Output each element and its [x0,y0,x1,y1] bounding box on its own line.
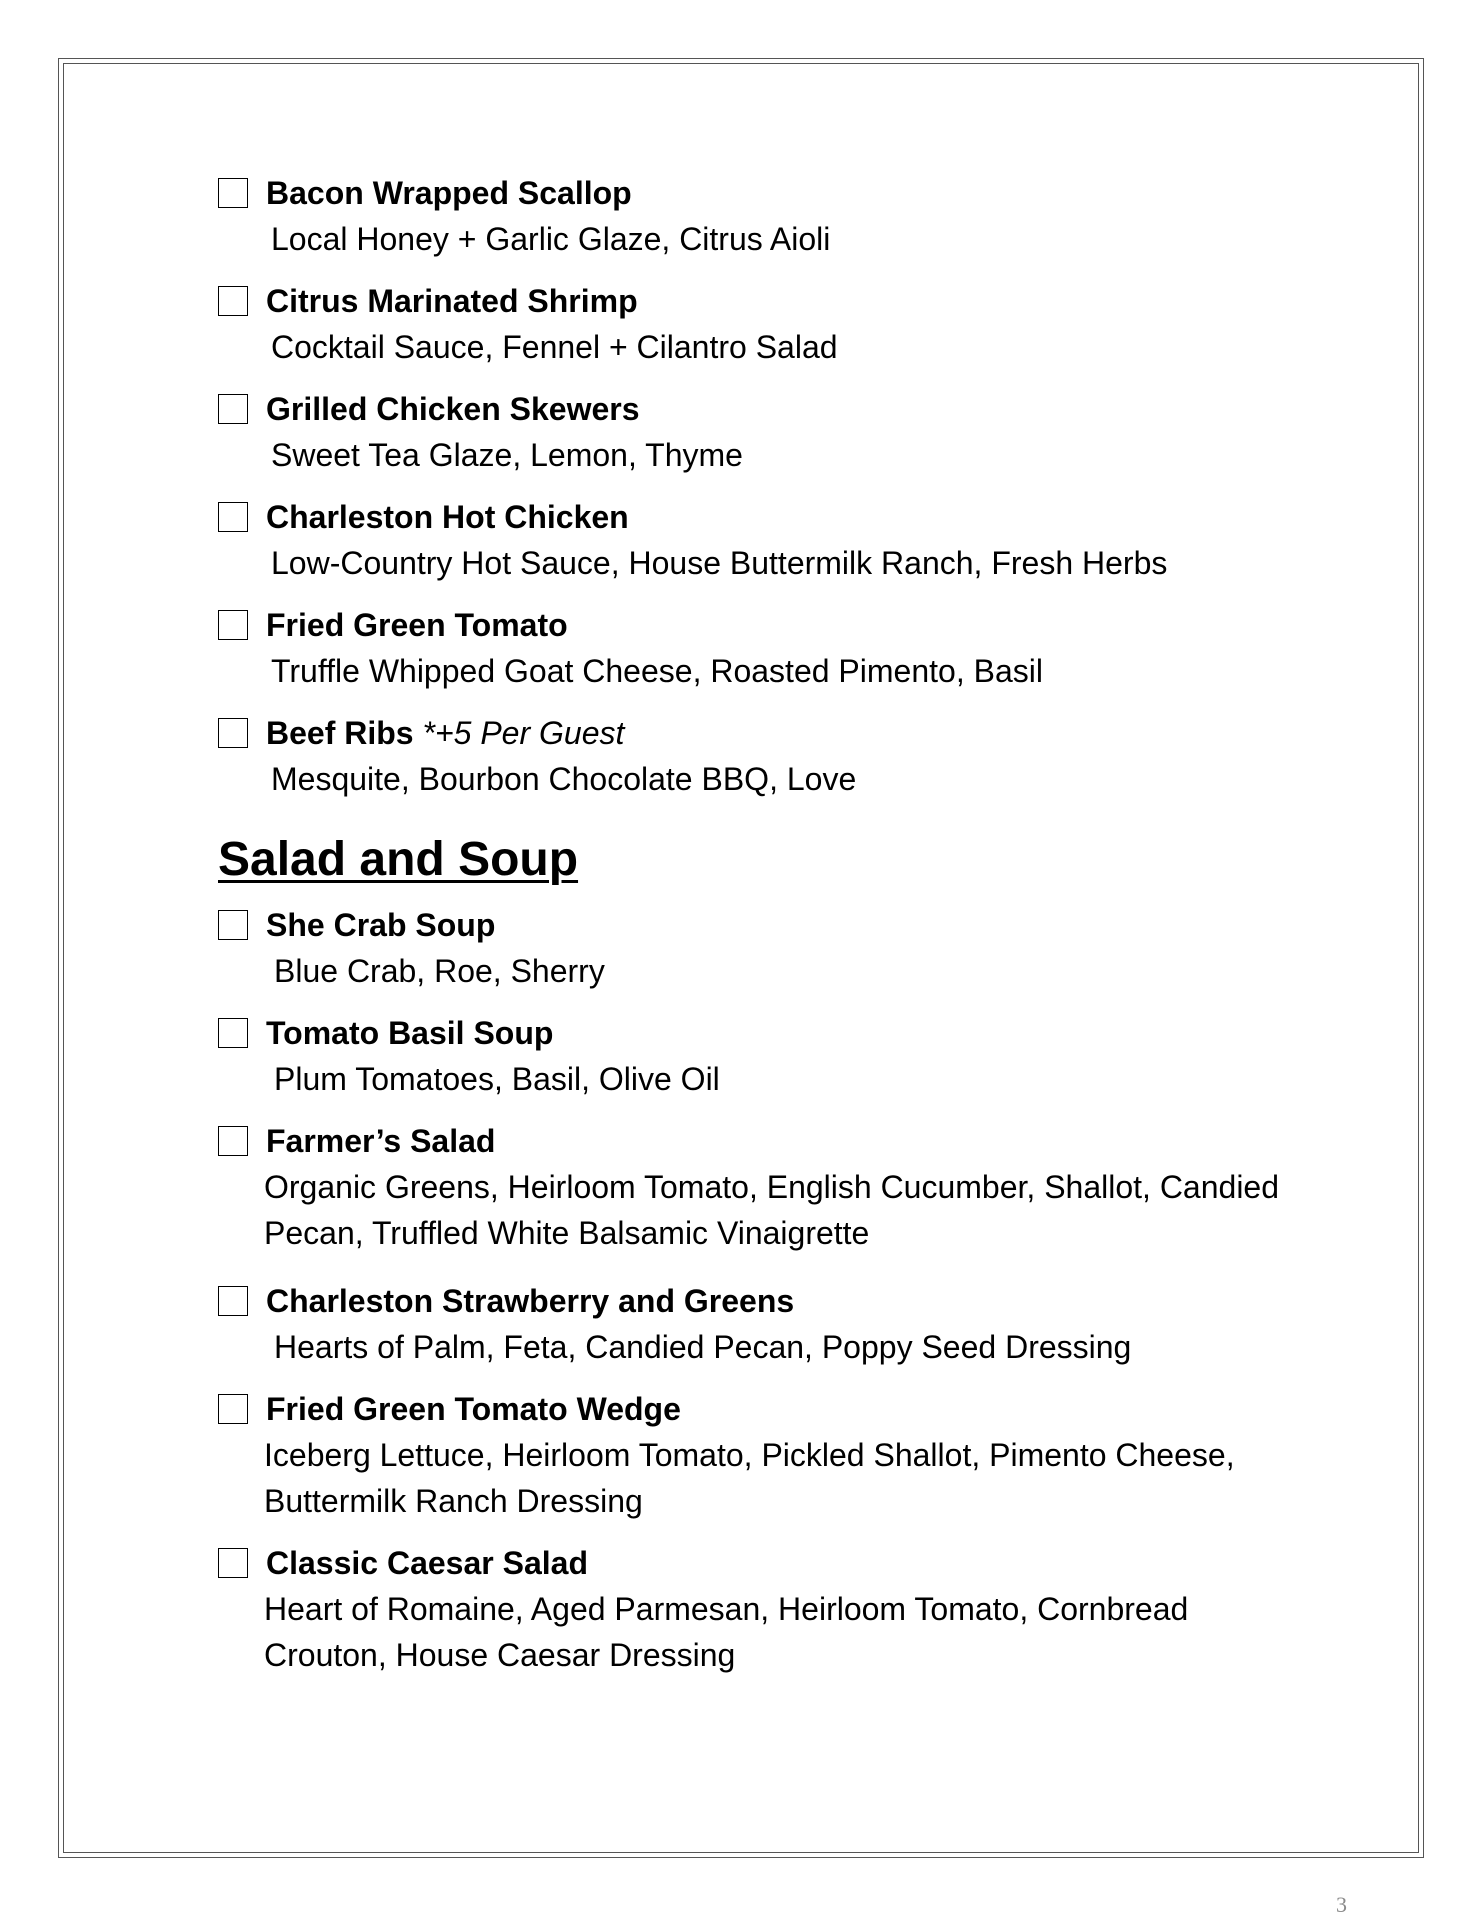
item-description: Sweet Tea Glaze, Lemon, Thyme [271,437,743,473]
item-title: Fried Green Tomato Wedge [266,1391,681,1427]
menu-item [218,278,1368,370]
checkbox[interactable] [218,502,248,532]
menu-item [218,902,1368,994]
item-title: Tomato Basil Soup [266,1015,554,1051]
menu-item [218,1386,1368,1524]
item-title: Beef Ribs [266,715,414,751]
item-description: Low-Country Hot Sauce, House Buttermilk Ranch, Fresh Herbs [271,545,1168,581]
item-title: Charleston Hot Chicken [266,499,629,535]
checkbox[interactable] [218,610,248,640]
checkbox[interactable] [218,1548,248,1578]
item-title: Bacon Wrapped Scallop [266,175,632,211]
checkbox[interactable] [218,286,248,316]
checkbox[interactable] [218,178,248,208]
checkbox[interactable] [218,394,248,424]
checkbox[interactable] [218,1286,248,1316]
item-description: Mesquite, Bourbon Chocolate BBQ, Love [271,761,857,797]
item-title: Fried Green Tomato [266,607,568,643]
item-description: Iceberg Lettuce, Heirloom Tomato, Pickled Shallot, Pimento Cheese, Buttermilk Ranch Dressing [264,1437,1235,1519]
menu-item [218,602,1368,694]
menu-item [218,1010,1368,1102]
item-description: Hearts of Palm, Feta, Candied Pecan, Poppy Seed Dressing [274,1329,1132,1365]
item-title: Citrus Marinated Shrimp [266,283,638,319]
checkbox[interactable] [218,1018,248,1048]
item-description: Heart of Romaine, Aged Parmesan, Heirloom Tomato, Cornbread Crouton, House Caesar Dressing [264,1591,1189,1673]
section-heading: Salad and Soup [218,833,579,886]
item-description: Organic Greens, Heirloom Tomato, English Cucumber, Shallot, Candied Pecan, Truffled White Balsamic Vinaigrette [264,1169,1280,1251]
item-description: Truffle Whipped Goat Cheese, Roasted Pimento, Basil [271,653,1043,689]
price-note: *+5 Per Guest [422,715,625,751]
page-number: 3 [1336,1892,1347,1917]
item-title: She Crab Soup [266,907,496,943]
checkbox[interactable] [218,1126,248,1156]
item-title: Charleston Strawberry and Greens [266,1283,795,1319]
menu-item [218,1278,1368,1370]
checkbox[interactable] [218,718,248,748]
menu-item [218,1540,1368,1678]
menu-item [218,170,1368,262]
item-description: Plum Tomatoes, Basil, Olive Oil [274,1061,720,1097]
item-description: Blue Crab, Roe, Sherry [274,953,605,989]
checkbox[interactable] [218,910,248,940]
checkbox[interactable] [218,1394,248,1424]
menu-content [218,170,1368,1694]
item-title: Farmer’s Salad [266,1123,496,1159]
item-description: Local Honey + Garlic Glaze, Citrus Aioli [271,221,831,257]
item-title: Classic Caesar Salad [266,1545,588,1581]
item-description: Cocktail Sauce, Fennel + Cilantro Salad [271,329,838,365]
menu-item [218,1118,1368,1256]
menu-item [218,386,1368,478]
menu-item [218,494,1368,586]
item-title: Grilled Chicken Skewers [266,391,640,427]
item-title-line [266,710,1368,756]
menu-item [218,710,1368,802]
